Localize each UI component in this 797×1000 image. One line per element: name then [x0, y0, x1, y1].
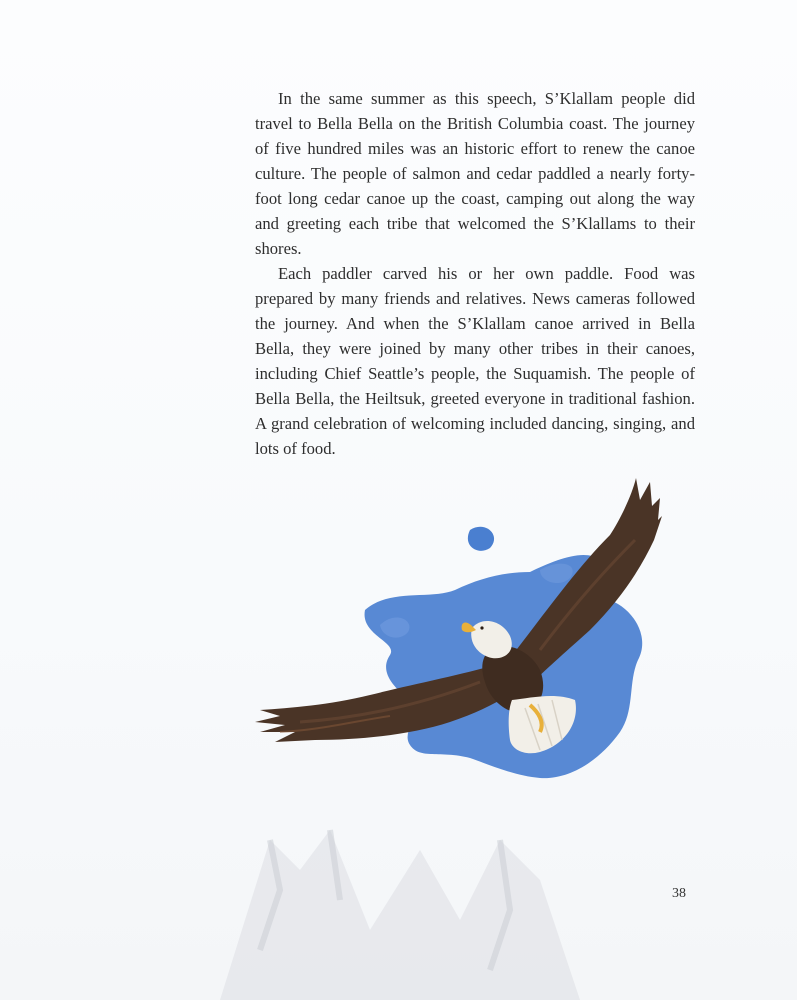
- body-text: [255, 86, 695, 461]
- eagle-illustration: [240, 460, 680, 800]
- paragraph-1: In the same summer as this speech, S’Klallam people did travel to Bella Bella on the British Columbia coast. The journey of five hundred miles was an historic effort to renew the canoe culture. The people of salmon and cedar paddled a nearly forty-foot long cedar canoe up the coast, camping out along the way and greeting each tribe that welcomed the S’Klallams to their shores.: [255, 89, 695, 258]
- paragraph-2: Each paddler carved his or her own paddle. Food was prepared by many friends and relatives. News cameras followed the journey. And when the S’Klallam canoe arrived in Bella Bella, they were joined by many other tribes in their canoes, including Chief Seattle’s people, the Suquamish. The people of Bella Bella, the Heiltsuk, greeted everyone in traditional fashion. A grand celebration of welcoming included dancing, singing, and lots of food.: [255, 264, 695, 458]
- mountain-silhouette: [200, 810, 620, 1000]
- page-number: 38: [672, 886, 686, 901]
